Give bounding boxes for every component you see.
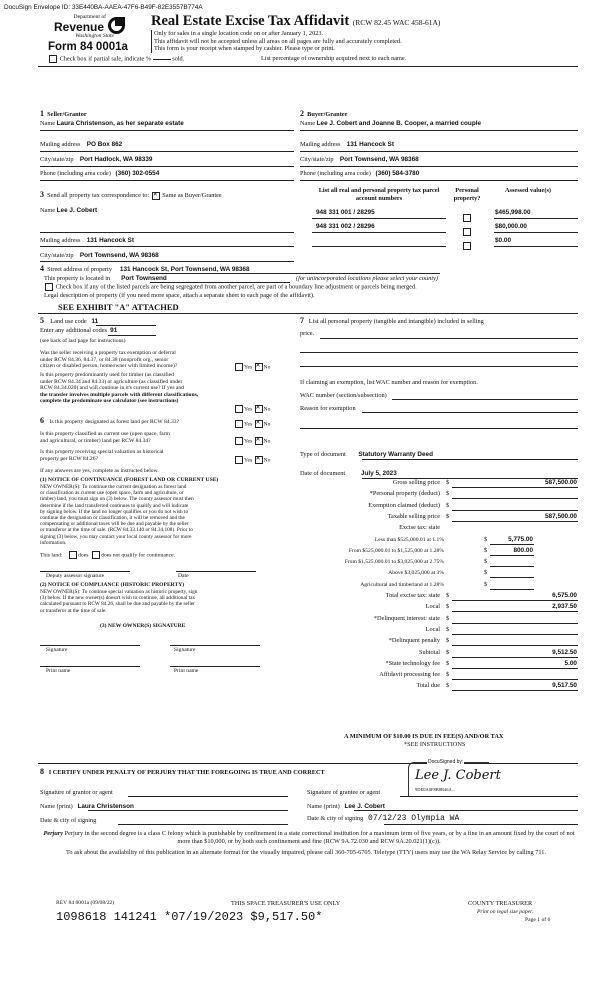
tax-row-label: Excise tax: state [399, 524, 440, 532]
tax-row-label: Local [425, 625, 440, 633]
tax-row-value: 5,775.00 [508, 535, 533, 543]
tax-row-value: 6,575.00 [552, 592, 577, 599]
envelope-id: DocuSign Envelope ID: 33E440BA-AAEA-47F6-B49F-82E3557B774A [4, 4, 203, 11]
owner-print-name-label: Print name [46, 668, 71, 674]
segregated-row: Check box if any of the listed parcels are being segregated from another parcel, are part of a boundary line adjustment or parcels being merged. [44, 283, 417, 291]
alternate-format-note: To ask about the availability of this publication in an alternate format for the visually impaired, please call 360-705-6705. Teletype (TTY) users may use the WA Relay Service by calling 711. [65, 849, 547, 856]
seller-mailing-row: Mailing address PO Box 862 [40, 141, 123, 148]
tax-row-label: Agricultural and timberland at 1.28% [360, 581, 444, 588]
form-title: Real Estate Excise Tax Affidavit (RCW 82.45 WAC 458-61A) [151, 13, 441, 29]
exemption-reason-label: Reason for exemption [300, 405, 356, 412]
dollar-sign: $ [446, 671, 450, 679]
tax-row-label: Total due [416, 682, 440, 690]
parcel-header-personal: Personal property? [453, 187, 481, 202]
deputy-date-label: Date [178, 573, 189, 579]
partial-sale-row: Check box if partial sale, indicate % sold. [48, 55, 184, 63]
legal-description: SEE EXHIBIT "A" ATTACHED [58, 302, 179, 312]
assessed-value: $0.00 [495, 237, 511, 244]
grantee-date-city: 07/12/23 Olympia WA [368, 814, 460, 823]
buyer-mailing: 131 Hancock St [346, 141, 394, 148]
partial-sale-checkbox[interactable] [49, 55, 57, 63]
see-instructions-note: *SEE INSTRUCTIONS [404, 741, 466, 748]
owner-signature-label: Signature [174, 647, 196, 653]
tax-row-label: Local [425, 603, 440, 611]
tax-row-label: Gross selling price [392, 479, 440, 486]
tax-row-label: *Delinquent interest: state [373, 614, 440, 622]
seller-heading: 1 Seller/Grantor [40, 109, 87, 118]
buyer-heading: 2 Buyer/Grantee [300, 109, 348, 118]
perjury-notice: Perjury Perjury in the second degree is a class C felony which is punishable by confinement in a state correctional institution for a maximum term of five years, or by a fine in an amount fixed by the court of not more than $10,000, or by both such confinement and fine (RCW 9A.72.030 and RCW 9A.20.021(1)(c)). [43, 830, 575, 845]
personal-property-label: 7 List all personal property (tangible and intangible) included in selling [300, 316, 484, 325]
segregated-checkbox[interactable] [45, 283, 53, 291]
dollar-sign: $ [446, 603, 450, 611]
additional-codes: 91 [110, 327, 118, 334]
seller-phone: (360) 302-0554 [115, 170, 160, 177]
dollar-sign: $ [446, 659, 450, 667]
corr-name-row: Name Lee J. Cobert [40, 207, 98, 214]
buyer-city-row: City/state/zip Port Townsend, WA 98368 [300, 156, 419, 163]
buyer-phone: (360) 584-3780 [375, 170, 420, 177]
document-date-row: Date of document July 5, 2023 [300, 470, 397, 477]
parcel-account: 948 331 002 / 28296 [316, 223, 375, 230]
grantee-date-city-row: Date & city of signing 07/12/23 Olympia WA [307, 814, 460, 823]
land-use-row: 5 Land use code 11 [40, 316, 99, 325]
land-use-code: 11 [91, 318, 99, 325]
list-percentage-note: List percentage of ownership acquired next to each name. [261, 55, 407, 62]
additional-codes-row: Enter any additional codes 91 [40, 327, 118, 334]
seller-name-row: Name Laura Christenson, as her separate estate [40, 120, 184, 127]
forest-question: 6 Is this property designated as forest land per RCW 84.33? [40, 416, 180, 425]
current-use-question: Is this property classified as current use (open space, farm and agricultural, or timber) land per RCW 84.34? [40, 431, 170, 444]
dollar-sign: $ [484, 546, 488, 554]
dollar-sign: $ [484, 580, 488, 588]
current-use-yes-no[interactable]: Yes ✕ No [234, 437, 270, 445]
dollar-sign: $ [446, 625, 450, 633]
certify-statement: 8 I CERTIFY UNDER PENALTY OF PERJURY THAT THE FOREGOING IS TRUE AND CORRECT [40, 767, 325, 776]
tax-row-label: Taxable selling price [387, 512, 440, 520]
same-as-buyer-checkbox[interactable] [152, 192, 160, 200]
tax-row-label: Subtotal [419, 648, 440, 656]
dollar-sign: $ [446, 637, 450, 645]
parcel-header-accounts: List all real and personal property tax parcel account numbers [318, 187, 440, 202]
legal-description-label: Legal description of property (if you need more space, attach a separate sheet to each page of the affidavit). [44, 292, 315, 299]
exemption-yes-no[interactable]: Yes ✕ No [234, 363, 270, 371]
property-location-row: This property is located in Port Townsend [44, 275, 167, 282]
dollar-sign: $ [446, 490, 450, 498]
exemption-question: Was the seller receiving a property tax exemption or deferral under RCW 84.36, 84.37, or 84.38 (nonprofit org., senior citizen or disabled person, homeowner with limited income)? [40, 350, 178, 370]
tax-correspondence-row: 3 Send all property tax correspondence to: ✕ Same as Buyer/Grantee [40, 191, 222, 200]
dollar-sign: $ [446, 512, 450, 520]
tax-row-label: Exemption claimed (deduct) [368, 501, 440, 509]
seller-name: Laura Christenson, as her separate estate [56, 120, 184, 127]
grantee-signature-label: Signature of grantee or agent [307, 789, 381, 796]
see-back-note: (see back of last page for instructions) [40, 338, 126, 344]
notice-continuance-title: (1) NOTICE OF CONTINUANCE (FOREST LAND OR CURRENT USE) [40, 477, 219, 483]
agency-logo: Department of Revenue Washington State [54, 14, 114, 39]
tax-row-label: Total excise tax: state [385, 592, 440, 599]
dollar-sign: $ [484, 569, 488, 577]
corr-city: Port Townsend, WA 98368 [79, 252, 159, 259]
legal-paper-note: Print on legal size paper. [477, 909, 534, 915]
tax-row-value: 800.00 [513, 546, 533, 554]
parcel-account: 948 331 001 / 28295 [316, 209, 375, 216]
forest-yes-no[interactable]: Yes ✕ No [234, 420, 270, 428]
unincorporated-note: (for unincorporated locations please select your county) [296, 275, 438, 282]
does-checkbox[interactable] [69, 551, 77, 559]
assessed-value: $80,000.00 [495, 223, 527, 230]
tax-row-label: Affidavit processing fee [379, 671, 440, 679]
tax-row-label: From $525,000.01 to $1,525,000 at 1.28% [348, 547, 444, 554]
document-type-row: Type of document Statutory Warranty Deed [300, 451, 434, 458]
minimum-due-note: A MINIMUM OF $10.00 IS DUE IN FEE(S) AND/OR TAX [344, 733, 504, 740]
corr-city-row: City/state/zip Port Townsend, WA 98368 [40, 252, 159, 259]
seller-city: Port Hadlock, WA 98339 [79, 156, 153, 163]
assessed-value: $465,998.00 [495, 209, 531, 216]
tax-row-label: Above $3,025,000 at 3% [388, 570, 444, 577]
treasurer-stamp: 1098618 141241 *07/19/2023 $9,517.50* [56, 910, 323, 924]
owner-signature-label: Signature [46, 647, 68, 653]
page-number: Page 1 of 6 [525, 917, 551, 923]
buyer-name: Lee J. Cobert and Joanne B. Cooper, a married couple [316, 120, 482, 127]
grantor-name-row: Name (print) Laura Christenson [40, 803, 134, 810]
seller-mailing: PO Box 862 [86, 141, 123, 148]
property-street: 131 Hancock St, Port Townsend, WA 98368 [119, 266, 250, 273]
dollar-sign: $ [446, 682, 450, 690]
corr-mailing: 131 Hancock St [86, 237, 134, 244]
this-land-row: This land: does does not qualify for continuance. [40, 552, 175, 559]
timber-question: Is this property predominantly used for timber (as classified under RCW 84.34 and 84.33) or agriculture (as classified under RCW 84.34.020) and will continue in it's current use? If yes and the transfer involves multiple parcels with different classifications, complete the predominate use calculator (see instructions) [40, 372, 199, 405]
personal-property-label-2: price. [300, 330, 315, 337]
owner-print-name-label: Print name [174, 668, 199, 674]
grantor-signature-label: Signature of grantor or agent [40, 789, 113, 796]
dollar-sign: $ [484, 535, 488, 543]
tax-row-label: *Personal property (deduct) [369, 490, 440, 498]
tax-row-label: *Delinquent penalty [388, 637, 440, 645]
tax-row-value: 9,517.50 [552, 682, 577, 690]
grantee-name-row: Name (print) Lee J. Cobert [307, 803, 385, 810]
new-owner-signature-title: (3) NEW OWNER(S) SIGNATURE [100, 623, 186, 629]
historic-question: Is this property receiving special valuation as historical property per RCW 84.26? [40, 449, 164, 462]
tax-row-value: 9,512.50 [552, 648, 577, 656]
corr-mailing-row: Mailing address 131 Hancock St [40, 237, 134, 244]
notice-block: Only for sales in a single location code on or after January 1, 2023. This affidavit will not be accepted unless all areas on all pages are fully and accurately completed. This form is your receipt when stamped by cashier. Please type or print. [151, 30, 402, 53]
docusign-box: DocuSigned by: Lee J. Cobert 9DE0A0F8B8B46A... [408, 762, 489, 796]
deputy-assessor-label: Deputy assessor signature [46, 573, 105, 579]
seller-city-row: City/state/zip Port Hadlock, WA 98339 [40, 156, 153, 163]
tax-row-label: *State technology fee [385, 659, 440, 667]
county-treasurer-label: COUNTY TREASURER [468, 900, 533, 907]
grantee-name: Lee J. Cobert [344, 803, 385, 810]
tax-row-label: From $1,525,000.01 to $3,025,000 at 2.75% [344, 559, 444, 566]
seller-phone-row: Phone (including area code) (360) 302-0554 [40, 170, 160, 177]
notice-compliance-text: NEW OWNER(S): To continue special valuation as historic property, sign (3) below. If the new owner(s) doesn't wish to continue, all additional tax calculated pursuant to RCW 84.26, shall be due and payable by the seller or transferor at the time of sale. [40, 589, 198, 614]
personal-property-checkbox[interactable] [462, 237, 472, 255]
tax-row-value: 5.00 [564, 659, 577, 667]
dollar-sign: $ [446, 479, 450, 486]
document-type: Statutory Warranty Deed [358, 451, 434, 458]
dollar-sign: $ [446, 614, 450, 622]
buyer-mailing-row: Mailing address 131 Hancock St [300, 141, 394, 148]
dollar-sign: $ [446, 501, 450, 509]
revision-number: REV 84 0001a (09/08/22) [56, 900, 115, 906]
wac-number-label: WAC number (section/subsection) [300, 392, 387, 399]
buyer-name-row: Name Lee J. Cobert and Joanne B. Cooper, a married couple [300, 120, 482, 127]
form-number: Form 84 0001a [48, 41, 128, 53]
exemption-claim-label: If claiming an exemption, list WAC number and reason for exemption. [300, 379, 478, 386]
revenue-logo-icon [108, 17, 125, 34]
tax-row-value: 587,500.00 [545, 479, 577, 486]
property-location: Port Townsend [121, 275, 167, 282]
timber-yes-no[interactable]: Yes ✕ No [234, 405, 270, 413]
tax-row-value: 587,500.00 [545, 512, 577, 520]
dollar-sign: $ [484, 558, 488, 566]
notice-compliance-title: (2) NOTICE OF COMPLIANCE (HISTORIC PROPERTY) [40, 582, 185, 588]
grantor-date-city-label: Date & city of signing [40, 817, 97, 824]
buyer-city: Port Townsend, WA 98368 [339, 156, 419, 163]
treasurer-use-label: THIS SPACE TREASURER'S USE ONLY [231, 900, 341, 907]
parcel-header-assessed: Assessed value(s) [504, 187, 551, 194]
document-date: July 5, 2023 [360, 470, 397, 477]
tax-row-value: 2,937.50 [552, 603, 577, 611]
dollar-sign: $ [446, 592, 450, 599]
notice-continuance-text: NEW OWNER(S): To continue the current designation as forest land or classification as current use (open space, farm and agriculture, or timber) land, you must sign on (3) below. The county assessor must then determine if the land transferred continues to qualify and will indicate by signing below. If the land no longer qualifies or you do not wish to continue the designation or classification, it will be removed and the compensating or additional taxes will be due and payable by the seller or transferor at the time of sale. (RCW 84.33.140 or 84.34.108). Prior to signing (3) below, you may contact your local county assessor for more information. [40, 484, 194, 546]
property-street-row: 4 Street address of property 131 Hancock St, Port Townsend, WA 98368 [40, 264, 250, 273]
grantee-signature: Lee J. Cobert [415, 768, 501, 783]
tax-row-label: Less than $525,000.01 at 1.1% [374, 536, 444, 543]
historic-yes-no[interactable]: Yes ✕ No [234, 456, 270, 464]
buyer-phone-row: Phone (including area code) (360) 584-3780 [300, 170, 420, 177]
corr-name: Lee J. Cobert [56, 207, 98, 214]
if-any-yes: If any answers are yes, complete as instructed below. [40, 468, 159, 474]
does-not-checkbox[interactable] [92, 551, 100, 559]
dollar-sign: $ [446, 648, 450, 656]
grantor-name: Laura Christenson [77, 803, 134, 810]
